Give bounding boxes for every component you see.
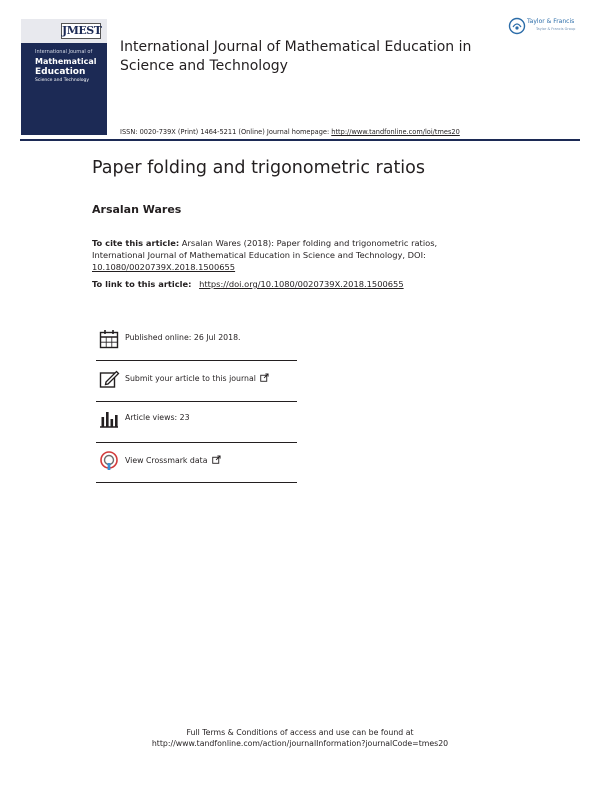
cover-line-1: International Journal of <box>35 49 93 55</box>
citation-doi-link[interactable]: 10.1080/0020739X.2018.1500655 <box>92 262 236 272</box>
article-author: Arsalan Wares <box>92 203 182 216</box>
publisher-name: Taylor & Francis <box>527 18 575 25</box>
journal-title <box>120 38 490 76</box>
external-link-icon <box>260 373 269 382</box>
row-divider <box>96 360 297 361</box>
terms-footer <box>100 727 500 749</box>
citation-label: To cite this article: <box>92 238 180 248</box>
journal-title-line-1: International Journal of Mathematical Education in <box>120 39 472 55</box>
crossmark-link[interactable] <box>125 455 221 465</box>
external-link-icon <box>212 455 221 464</box>
link-line <box>92 279 404 289</box>
journal-information-link[interactable]: http://www.tandfonline.com/action/journalInformation?journalCode=tmes20 <box>151 739 449 748</box>
publisher-logo-icon <box>508 17 526 35</box>
cover-line-2: Mathematical <box>35 57 97 66</box>
issn-line <box>120 128 460 136</box>
article-title: Paper folding and trigonometric ratios <box>92 158 425 178</box>
journal-homepage-link[interactable]: http://www.tandfonline.com/loi/tmes20 <box>331 128 460 136</box>
publisher-logo <box>508 15 584 37</box>
cover-abbreviation: JMEST <box>62 24 102 37</box>
header-rule <box>20 139 580 141</box>
article-views: Article views: 23 <box>125 413 190 422</box>
journal-title-line-2: Science and Technology <box>120 58 288 74</box>
citation-text: Arsalan Wares (2018): Paper folding and trigonometric ratios, International Journal of Mathematical Education in Science and Technology, DOI: <box>92 238 438 260</box>
bar-chart-icon <box>98 408 120 430</box>
link-label: To link to this article: <box>92 279 192 289</box>
submit-article-label: Submit your article to this journal <box>125 374 256 383</box>
article-doi-link[interactable]: https://doi.org/10.1080/0020739X.2018.1500655 <box>199 279 404 289</box>
cover-line-3: Education <box>35 67 86 77</box>
issn-text: ISSN: 0020-739X (Print) 1464-5211 (Online) Journal homepage: <box>120 128 330 136</box>
terms-line: Full Terms & Conditions of access and use can be found at <box>186 728 414 737</box>
published-date: Published online: 26 Jul 2018. <box>125 333 241 342</box>
calendar-icon <box>98 328 120 350</box>
crossmark-label: View Crossmark data <box>125 456 208 465</box>
citation-block <box>92 237 492 273</box>
submit-article-link[interactable] <box>125 373 269 383</box>
row-divider <box>96 482 297 483</box>
row-divider <box>96 401 297 402</box>
crossmark-icon <box>98 450 120 472</box>
cover-line-4: Science and Technology <box>35 78 89 83</box>
publisher-subtitle: Taylor & Francis Group <box>536 27 576 31</box>
row-divider <box>96 442 297 443</box>
edit-icon <box>98 368 120 390</box>
journal-cover <box>21 19 107 135</box>
cover-top-strip <box>21 19 107 43</box>
